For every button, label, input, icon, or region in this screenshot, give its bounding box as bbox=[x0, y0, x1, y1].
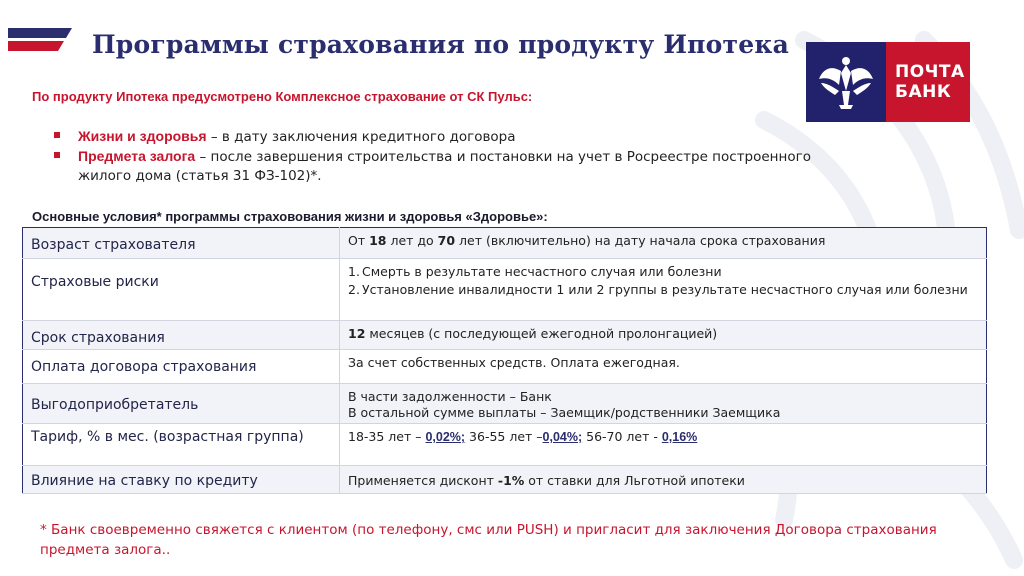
list-number: 1. bbox=[348, 264, 360, 279]
text-part: месяцев (с последующей ежегодной пролонгацией) bbox=[365, 326, 718, 341]
bullet-text: – после завершения строительства и постановки на учет в Росреестре построенного жилого дома (статья 31 ФЗ-102)*. bbox=[78, 149, 811, 184]
row-value bbox=[340, 424, 987, 466]
insurance-bullets bbox=[54, 127, 814, 186]
list-text: Смерть в результате несчастного случая или болезни bbox=[362, 264, 722, 279]
conditions-table bbox=[22, 227, 987, 494]
min-age: 18 bbox=[369, 233, 387, 248]
beneficiary-line: В части задолженности – Банк bbox=[348, 389, 552, 404]
bullet-life-health bbox=[54, 127, 814, 147]
text-part: лет (включительно) на дату начала срока страхования bbox=[455, 233, 826, 248]
max-age: 70 bbox=[437, 233, 456, 248]
bullet-bold: Предмета залога bbox=[78, 148, 196, 164]
logo-wordmark bbox=[886, 42, 970, 122]
list-text: Установление инвалидности 1 или 2 группы в результате несчастного случая или болезни bbox=[362, 282, 968, 297]
bullet-square-icon bbox=[54, 152, 60, 158]
row-value bbox=[340, 259, 987, 321]
bullet-square-icon bbox=[54, 132, 60, 138]
row-label: Оплата договора страхования bbox=[23, 350, 340, 384]
table-row bbox=[23, 259, 987, 321]
row-label: Возраст страхователя bbox=[23, 228, 340, 259]
age-group: 18-35 лет – bbox=[348, 429, 426, 444]
list-item bbox=[348, 264, 978, 280]
intro-text: По продукту Ипотека предусмотрено Комплексное страхование от СК Пульс: bbox=[32, 89, 533, 104]
age-group: 36-55 лет – bbox=[465, 429, 543, 444]
page-title: Программы страхования по продукту Ипотека bbox=[92, 30, 790, 59]
tariff-rate: 0,16% bbox=[661, 430, 698, 444]
footnote: * Банк своевременно свяжется с клиентом (по телефону, смс или PUSH) и пригласит для заключения Договора страхования предмета залога.. bbox=[40, 522, 937, 558]
table-row bbox=[23, 350, 987, 384]
logo-line-2: БАНК bbox=[895, 82, 952, 102]
list-item bbox=[348, 282, 978, 298]
row-label: Срок страхования bbox=[23, 321, 340, 350]
age-group: 56-70 лет - bbox=[582, 429, 662, 444]
brand-stripes-icon bbox=[8, 24, 76, 62]
eagle-emblem-icon bbox=[806, 42, 886, 122]
bullet-bold: Жизни и здоровья bbox=[78, 128, 207, 144]
row-label: Выгодоприобретатель bbox=[23, 384, 340, 424]
text-part: от ставки для Льготной ипотеки bbox=[524, 473, 745, 488]
text-part: лет до bbox=[386, 233, 438, 248]
logo-line-1: ПОЧТА bbox=[895, 62, 965, 82]
text-part: Применяется дисконт bbox=[348, 473, 498, 488]
table-row bbox=[23, 228, 987, 259]
table-row bbox=[23, 321, 987, 350]
beneficiary-line: В остальной сумме выплаты – Заемщик/родственники Заемщика bbox=[348, 405, 781, 420]
row-value bbox=[340, 384, 987, 424]
bullet-text: – в дату заключения кредитного договора bbox=[206, 129, 516, 145]
table-row bbox=[23, 466, 987, 494]
row-value bbox=[340, 228, 987, 259]
table-row bbox=[23, 384, 987, 424]
text-part: От bbox=[348, 233, 370, 248]
row-label: Влияние на ставку по кредиту bbox=[23, 466, 340, 494]
tariff-rate: 0,04%; bbox=[542, 430, 583, 444]
row-value: За счет собственных средств. Оплата ежегодная. bbox=[340, 350, 987, 384]
term-months: 12 bbox=[348, 326, 366, 341]
table-row bbox=[23, 424, 987, 466]
row-label: Тариф, % в мес. (возрастная группа) bbox=[23, 424, 340, 466]
conditions-heading: Основные условия* программы страховования жизни и здоровья «Здоровье»: bbox=[32, 209, 548, 224]
row-value bbox=[340, 321, 987, 350]
pochta-bank-logo bbox=[806, 42, 970, 122]
row-label: Страховые риски bbox=[23, 259, 340, 321]
row-value bbox=[340, 466, 987, 494]
list-number: 2. bbox=[348, 282, 360, 297]
bullet-collateral bbox=[54, 147, 814, 186]
rate-discount: -1% bbox=[497, 473, 525, 488]
tariff-rate: 0,02%; bbox=[425, 430, 466, 444]
